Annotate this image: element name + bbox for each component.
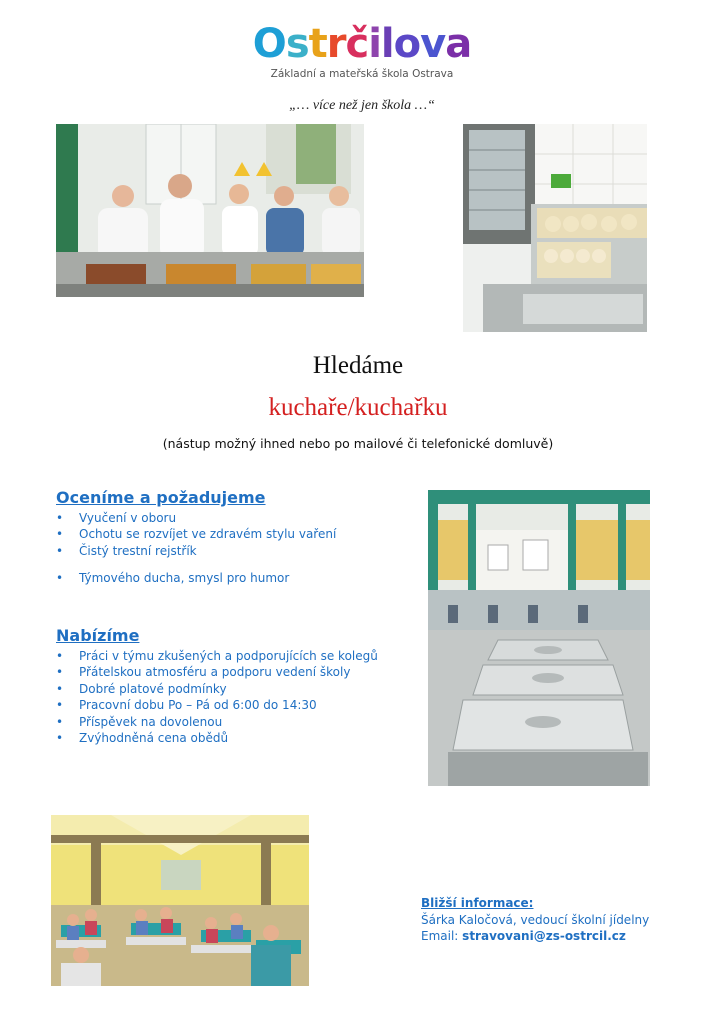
offer-title: Nabízíme: [56, 626, 140, 645]
email-label: Email:: [421, 929, 459, 943]
list-item: • Ochotu se rozvíjet ve zdravém stylu vaření: [56, 526, 416, 542]
logo-letter: l: [380, 21, 394, 67]
list-item: • Týmového ducha, smysl pro humor: [56, 570, 416, 586]
requirements-list: [56, 510, 416, 587]
requirements-section: [56, 488, 416, 587]
logo-letter: o: [393, 21, 421, 67]
list-item: • Přátelskou atmosféru a podporu vedení školy: [56, 664, 416, 680]
logo-subtitle: Základní a mateřská škola Ostrava: [270, 68, 454, 80]
requirements-title: Oceníme a požadujeme: [56, 488, 266, 507]
list-item: • Práci v týmu zkušených a podporujících se kolegů: [56, 648, 416, 664]
start-note: (nástup možný ihned nebo po mailové či telefonické domluvě): [162, 436, 554, 451]
logo-letter: č: [345, 21, 369, 67]
offer-list: [56, 648, 416, 746]
logo-letter: i: [368, 21, 381, 67]
page-heading: Hledáme: [312, 352, 404, 379]
job-position: kuchaře/kuchařku: [268, 394, 448, 421]
logo-wordmark: [0, 22, 724, 66]
logo-letter: t: [308, 21, 327, 67]
contact-email-line: [421, 928, 649, 945]
kitchen-equipment-photo: [463, 124, 647, 332]
list-item: • Zvýhodněná cena obědů: [56, 730, 416, 746]
list-item: • Vyučení v oboru: [56, 510, 416, 526]
offer-section: [56, 626, 416, 746]
contact-name: Šárka Kaločová, vedoucí školní jídelny: [421, 912, 650, 927]
kitchen-staff-photo: [56, 124, 364, 297]
logo-letter: v: [420, 21, 446, 67]
contact-email[interactable]: stravovani@zs-ostrcil.cz: [462, 929, 626, 943]
logo-letter: s: [285, 21, 309, 67]
tagline: „… více než jen škola …“: [289, 98, 435, 113]
logo-letter: O: [252, 21, 286, 67]
contact-title: Bližší informace:: [421, 896, 534, 910]
logo-letter: r: [326, 21, 346, 67]
list-item: • Čistý trestní rejstřík: [56, 543, 416, 559]
list-item: • Dobré platové podmínky: [56, 681, 416, 697]
dining-hall-photo: [51, 815, 309, 986]
list-item: • Pracovní dobu Po – Pá od 6:00 do 14:30: [56, 697, 416, 713]
serving-counter-photo: [428, 490, 650, 786]
logo-letter: a: [445, 21, 472, 67]
contact-info: [421, 895, 649, 945]
list-item: • Příspěvek na dovolenou: [56, 714, 416, 730]
school-logo: [0, 22, 724, 80]
